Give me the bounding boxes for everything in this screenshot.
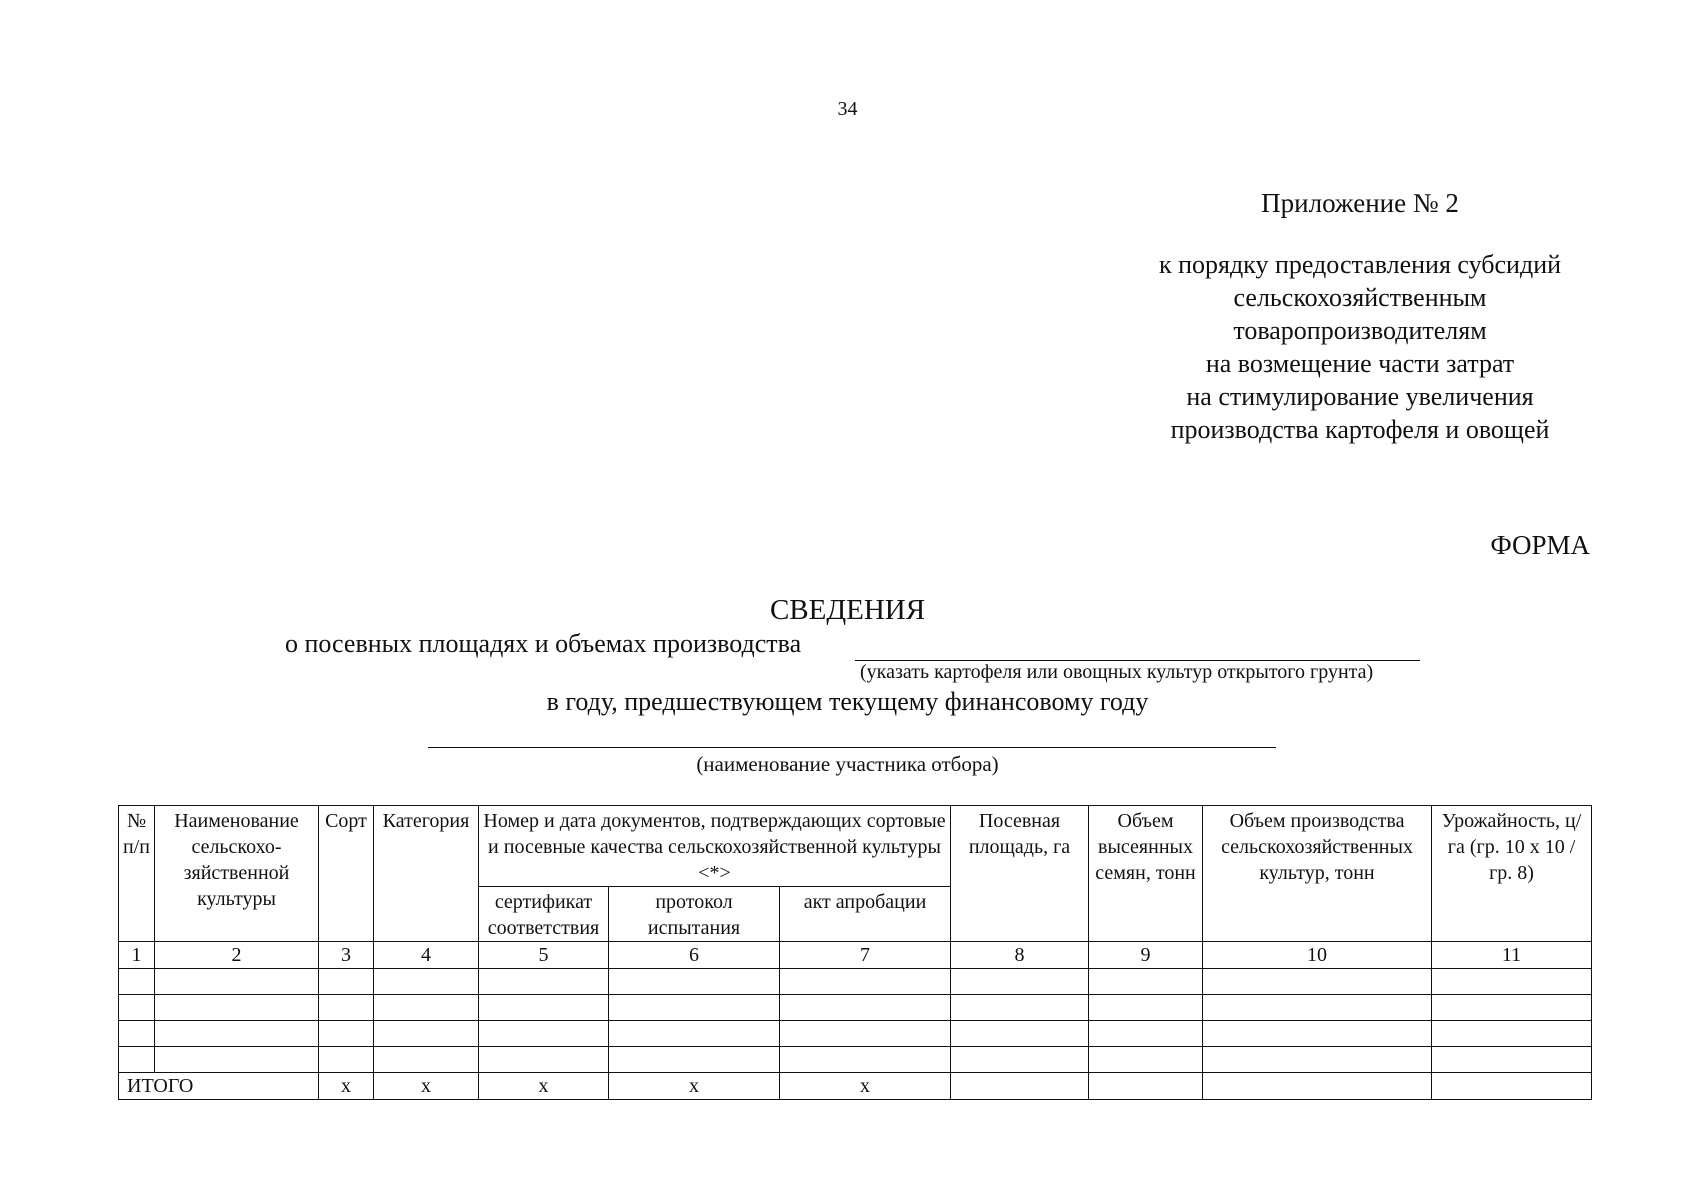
table-row — [119, 1047, 1592, 1073]
table-cell[interactable] — [780, 969, 951, 995]
appendix-subtitle-line: производства картофеля и овощей — [1170, 415, 1550, 444]
table-cell[interactable] — [155, 995, 319, 1021]
total-cell: х — [319, 1073, 374, 1100]
total-cell: х — [609, 1073, 780, 1100]
table-cell[interactable] — [609, 969, 780, 995]
total-row — [119, 1073, 1592, 1100]
table-cell[interactable] — [319, 1047, 374, 1073]
table-row — [119, 1021, 1592, 1047]
header-production-volume: Объем производства сельскохозяйственных культур, тонн — [1203, 806, 1432, 942]
table-cell[interactable] — [1203, 969, 1432, 995]
table-cell[interactable] — [374, 1021, 479, 1047]
appendix-subtitle-line: на стимулирование увеличения — [1186, 382, 1534, 411]
table-cell[interactable] — [374, 1047, 479, 1073]
header-yield: Урожайность, ц/га (гр. 10 х 10 / гр. 8) — [1432, 806, 1592, 942]
column-number: 3 — [319, 942, 374, 969]
total-cell[interactable] — [951, 1073, 1089, 1100]
table-cell[interactable] — [479, 1021, 609, 1047]
table-cell[interactable] — [780, 995, 951, 1021]
year-line: в году, предшествующем текущему финансовому году — [546, 687, 1149, 716]
header-approbation-act: акт апробации — [780, 887, 951, 942]
appendix-subtitle-line: к порядку предоставления субсидий — [1158, 250, 1562, 279]
table-cell[interactable] — [155, 1021, 319, 1047]
table-cell[interactable] — [951, 1047, 1089, 1073]
appendix-title: Приложение № 2 — [1261, 188, 1459, 218]
participant-hint: (наименование участника отбора) — [696, 752, 999, 776]
table-cell[interactable] — [319, 995, 374, 1021]
table-cell[interactable] — [1432, 995, 1592, 1021]
table-cell[interactable] — [479, 1047, 609, 1073]
subject-line: о посевных площадях и объемах производства — [285, 629, 802, 658]
table-cell[interactable] — [479, 969, 609, 995]
total-cell[interactable] — [1432, 1073, 1592, 1100]
table-cell[interactable] — [1432, 1047, 1592, 1073]
table-cell[interactable] — [119, 1047, 155, 1073]
table-row — [119, 969, 1592, 995]
total-cell: х — [374, 1073, 479, 1100]
table-cell[interactable] — [374, 995, 479, 1021]
table-cell[interactable] — [1432, 969, 1592, 995]
appendix-subtitle-line: на возмещение части затрат — [1205, 349, 1515, 378]
header-variety: Сорт — [319, 806, 374, 942]
table-cell[interactable] — [155, 969, 319, 995]
production-table — [118, 805, 1592, 1100]
table-cell[interactable] — [374, 969, 479, 995]
table-cell[interactable] — [119, 1021, 155, 1047]
column-number: 6 — [609, 942, 780, 969]
table-cell[interactable] — [155, 1047, 319, 1073]
table-cell[interactable] — [780, 1047, 951, 1073]
table-cell[interactable] — [1203, 1047, 1432, 1073]
total-cell[interactable] — [1089, 1073, 1203, 1100]
header-sown-area: Посевная площадь, га — [951, 806, 1089, 942]
column-number: 10 — [1203, 942, 1432, 969]
participant-fill-line[interactable] — [428, 747, 1276, 748]
header-seeds-volume: Объем высеянных семян, тонн — [1089, 806, 1203, 942]
total-cell: х — [479, 1073, 609, 1100]
document-title: СВЕДЕНИЯ — [769, 594, 926, 626]
table-cell[interactable] — [609, 1021, 780, 1047]
column-number: 1 — [119, 942, 155, 969]
page-number: 34 — [837, 98, 858, 120]
table-cell[interactable] — [951, 1021, 1089, 1047]
column-number: 11 — [1432, 942, 1592, 969]
table-cell[interactable] — [1203, 995, 1432, 1021]
header-test-protocol: протокол испытания — [609, 887, 780, 942]
column-number: 9 — [1089, 942, 1203, 969]
total-label: ИТОГО — [119, 1073, 319, 1100]
header-certificate: сертификат соответствия — [479, 887, 609, 942]
column-number: 4 — [374, 942, 479, 969]
form-label: ФОРМА — [1490, 530, 1590, 560]
crop-hint: (указать картофеля или овощных культур открытого грунта) — [860, 661, 1374, 683]
table-cell[interactable] — [951, 969, 1089, 995]
header-number: № п/п — [119, 806, 155, 942]
table-cell[interactable] — [319, 1021, 374, 1047]
table-row — [119, 995, 1592, 1021]
table-cell[interactable] — [1203, 1021, 1432, 1047]
header-category: Категория — [374, 806, 479, 942]
header-documents-group: Номер и дата документов, подтверждающих сортовые и посевные качества сельскохозяйственной культуры <*> — [479, 806, 951, 887]
table-cell[interactable] — [1089, 1047, 1203, 1073]
column-number: 2 — [155, 942, 319, 969]
appendix-subtitle — [1060, 248, 1660, 446]
table-cell[interactable] — [1432, 1021, 1592, 1047]
table-cell[interactable] — [609, 995, 780, 1021]
table-cell[interactable] — [1089, 969, 1203, 995]
appendix-subtitle-line: товаропроизводителям — [1233, 316, 1487, 345]
table-cell[interactable] — [780, 1021, 951, 1047]
table-cell[interactable] — [609, 1047, 780, 1073]
table-cell[interactable] — [1089, 1021, 1203, 1047]
table-cell[interactable] — [319, 969, 374, 995]
table-cell[interactable] — [119, 969, 155, 995]
table-cell[interactable] — [479, 995, 609, 1021]
column-number: 8 — [951, 942, 1089, 969]
table-cell[interactable] — [951, 995, 1089, 1021]
column-numbers-row — [119, 942, 1592, 969]
appendix-subtitle-line: сельскохозяйственным — [1233, 283, 1487, 312]
column-number: 5 — [479, 942, 609, 969]
total-cell: х — [780, 1073, 951, 1100]
total-cell[interactable] — [1203, 1073, 1432, 1100]
header-crop-name: Наименование сельскохо-зяйственной культуры — [155, 806, 319, 942]
table-cell[interactable] — [1089, 995, 1203, 1021]
column-number: 7 — [780, 942, 951, 969]
table-cell[interactable] — [119, 995, 155, 1021]
